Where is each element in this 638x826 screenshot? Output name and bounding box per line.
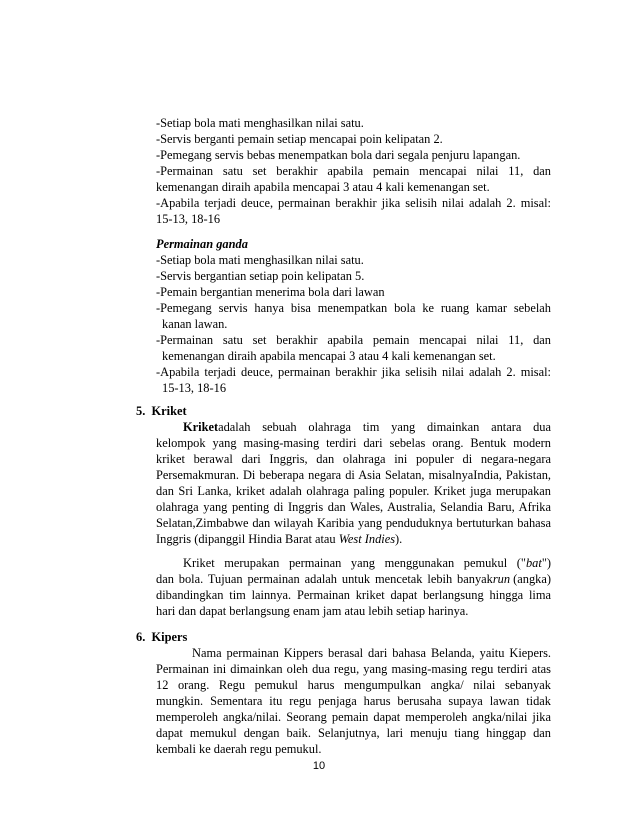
- rule-line: -Servis bergantian setiap poin kelipatan 5.: [156, 269, 365, 283]
- paragraph-line: [156, 571, 551, 587]
- rule-line: -Permainan satu set berakhir apabila pemain mencapai nilai 11, dan: [156, 164, 551, 178]
- paragraph-line: dan Sri Lanka, kriket adalah olahraga paling populer. Kriket juga merupakan: [156, 484, 551, 498]
- paragraph-text: adalah sebuah olahraga tim yang dimainkan antara dua: [218, 420, 551, 434]
- rule-line: -Setiap bola mati menghasilkan nilai satu.: [156, 116, 364, 130]
- italic-term: bat: [525, 556, 542, 570]
- paragraph-line: kelompok yang masing-masing terdiri dari sebelas orang. Bentuk modern: [156, 436, 551, 450]
- paragraph-line: Selatan,Zimbabwe dan wilayah Karibia yang penduduknya bertuturkan bahasa: [156, 516, 551, 530]
- paragraph-line: [183, 419, 551, 435]
- paragraph-line: kriket berawal dari Inggris, dan olahraga ini populer di negara-negara: [156, 452, 551, 466]
- subheading-permainan-ganda: Permainan ganda: [156, 237, 248, 251]
- italic-term: run: [492, 572, 511, 586]
- paragraph-line: Persemakmuran. Di beberapa negara di Asia Selatan, misalnyaIndia, Pakistan,: [156, 468, 551, 482]
- paragraph-text: "): [541, 556, 551, 570]
- paragraph-line: kembali ke daerah regu pemukul.: [156, 742, 322, 756]
- paragraph-text: ).: [395, 532, 403, 546]
- page-number: 10: [312, 760, 326, 772]
- paragraph-text: dan bola. Tujuan permainan adalah untuk mencetak lebih banyak: [156, 572, 493, 586]
- rule-line: -Apabila terjadi deuce, permainan berakhir jika selisih nilai adalah 2. misal:: [156, 365, 551, 379]
- rule-line: 15-13, 18-16: [162, 381, 227, 395]
- rule-line: 15-13, 18-16: [156, 212, 221, 226]
- paragraph-line: mungkin. Sementara itu regu penjaga harus berusaha supaya lawan tidak: [156, 694, 551, 708]
- rule-line: -Apabila terjadi deuce, permainan berakhir jika selisih nilai adalah 2. misal:: [156, 196, 551, 210]
- bold-term-kriket: Kriket: [183, 420, 219, 434]
- paragraph-line: [183, 555, 551, 571]
- paragraph-line: Nama permainan Kippers berasal dari bahasa Belanda, yaitu Kiepers.: [192, 646, 551, 660]
- rule-line: kemenangan diraih apabila mencapai 3 atau 4 kali kemenangan set.: [156, 180, 490, 194]
- rule-line: -Setiap bola mati menghasilkan nilai satu.: [156, 253, 364, 267]
- paragraph-line: [156, 531, 402, 547]
- section-heading-kriket: 5. Kriket: [136, 404, 187, 418]
- rule-line: -Permainan satu set berakhir apabila pemain mencapai nilai 11, dan: [156, 333, 551, 347]
- rule-line: kanan lawan.: [162, 317, 228, 331]
- rule-line: -Servis berganti pemain setiap mencapai poin kelipatan 2.: [156, 132, 443, 146]
- rule-line: -Pemain bergantian menerima bola dari lawan: [156, 285, 385, 299]
- paragraph-line: dapat memukul dengan baik. Selanjutnya, lari menuju tiang hinggap dan: [156, 726, 551, 740]
- rule-line: kemenangan diraih apabila mencapai 3 atau 4 kali kemenangan set.: [162, 349, 496, 363]
- paragraph-line: hari dan dapat berlangsung enam jam atau lebih setiap harinya.: [156, 604, 469, 618]
- italic-term: West Indies: [338, 532, 396, 546]
- paragraph-line: memperoleh angka/nilai. Seorang pemain dapat memperoleh angka/nilai jika: [156, 710, 551, 724]
- rule-line: -Pemegang servis hanya bisa menempatkan bola ke ruang kamar sebelah: [156, 301, 551, 315]
- rule-line: -Pemegang servis bebas menempatkan bola dari segala penjuru lapangan.: [156, 148, 521, 162]
- paragraph-text: Kriket merupakan permainan yang menggunakan pemukul (": [183, 556, 526, 570]
- section-heading-kipers: 6. Kipers: [136, 630, 188, 644]
- paragraph-line: dibandingkan tim lainnya. Permainan kriket dapat berlangsung hingga lima: [156, 588, 551, 602]
- paragraph-line: Permainan ini dimainkan oleh dua regu, yang masing-masing regu terdiri atas: [156, 662, 551, 676]
- paragraph-line: 12 orang. Regu pemukul harus mengumpulkan angka/ nilai sebanyak: [156, 678, 551, 692]
- paragraph-text: Inggris (dipanggil Hindia Barat atau: [156, 532, 339, 546]
- paragraph-line: olahraga yang penting di Inggris dan Wales, Australia, Selandia Baru, Afrika: [156, 500, 551, 514]
- paragraph-text: (angka): [510, 572, 551, 586]
